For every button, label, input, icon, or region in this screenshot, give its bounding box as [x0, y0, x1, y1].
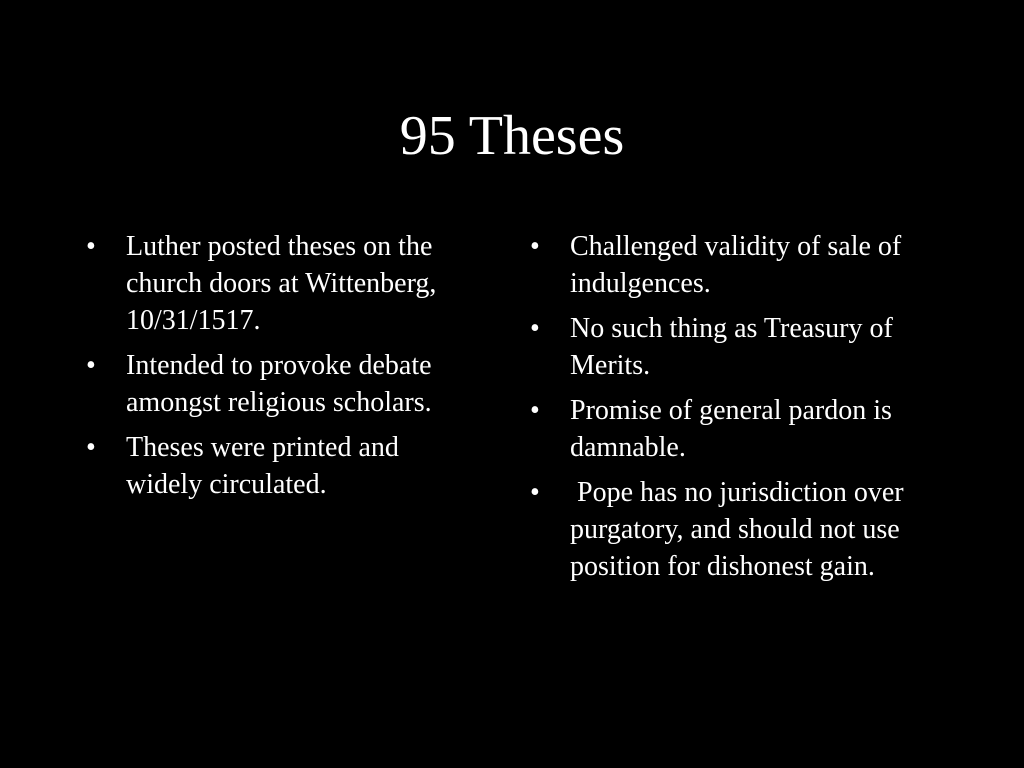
bullet-item	[530, 392, 950, 466]
bullet-icon: •	[530, 313, 540, 344]
bullet-item	[86, 429, 476, 503]
left-bullet-list	[86, 228, 476, 511]
bullet-item	[530, 310, 950, 384]
slide-title: 95 Theses	[399, 105, 625, 167]
bullet-item	[86, 347, 476, 421]
bullet-icon: •	[530, 395, 540, 426]
bullet-icon: •	[86, 432, 96, 463]
bullet-item	[530, 228, 950, 302]
bullet-text: Promise of general pardon is damnable.	[570, 395, 899, 463]
right-bullet-list	[530, 228, 950, 593]
bullet-icon: •	[530, 477, 540, 508]
bullet-text: Challenged validity of sale of indulgences.	[570, 231, 909, 299]
bullet-text: Pope has no jurisdiction over purgatory, and should not use position for dishonest gain.	[570, 477, 911, 582]
bullet-text: Theses were printed and widely circulated.	[126, 432, 406, 500]
bullet-icon: •	[530, 231, 540, 262]
bullet-item	[530, 474, 950, 585]
bullet-icon: •	[86, 350, 96, 381]
bullet-text: Intended to provoke debate amongst religious scholars.	[126, 350, 439, 418]
bullet-text: Luther posted theses on the church doors at Wittenberg, 10/31/1517.	[126, 231, 444, 336]
bullet-icon: •	[86, 231, 96, 262]
bullet-text: No such thing as Treasury of Merits.	[570, 313, 900, 381]
bullet-item	[86, 228, 476, 339]
